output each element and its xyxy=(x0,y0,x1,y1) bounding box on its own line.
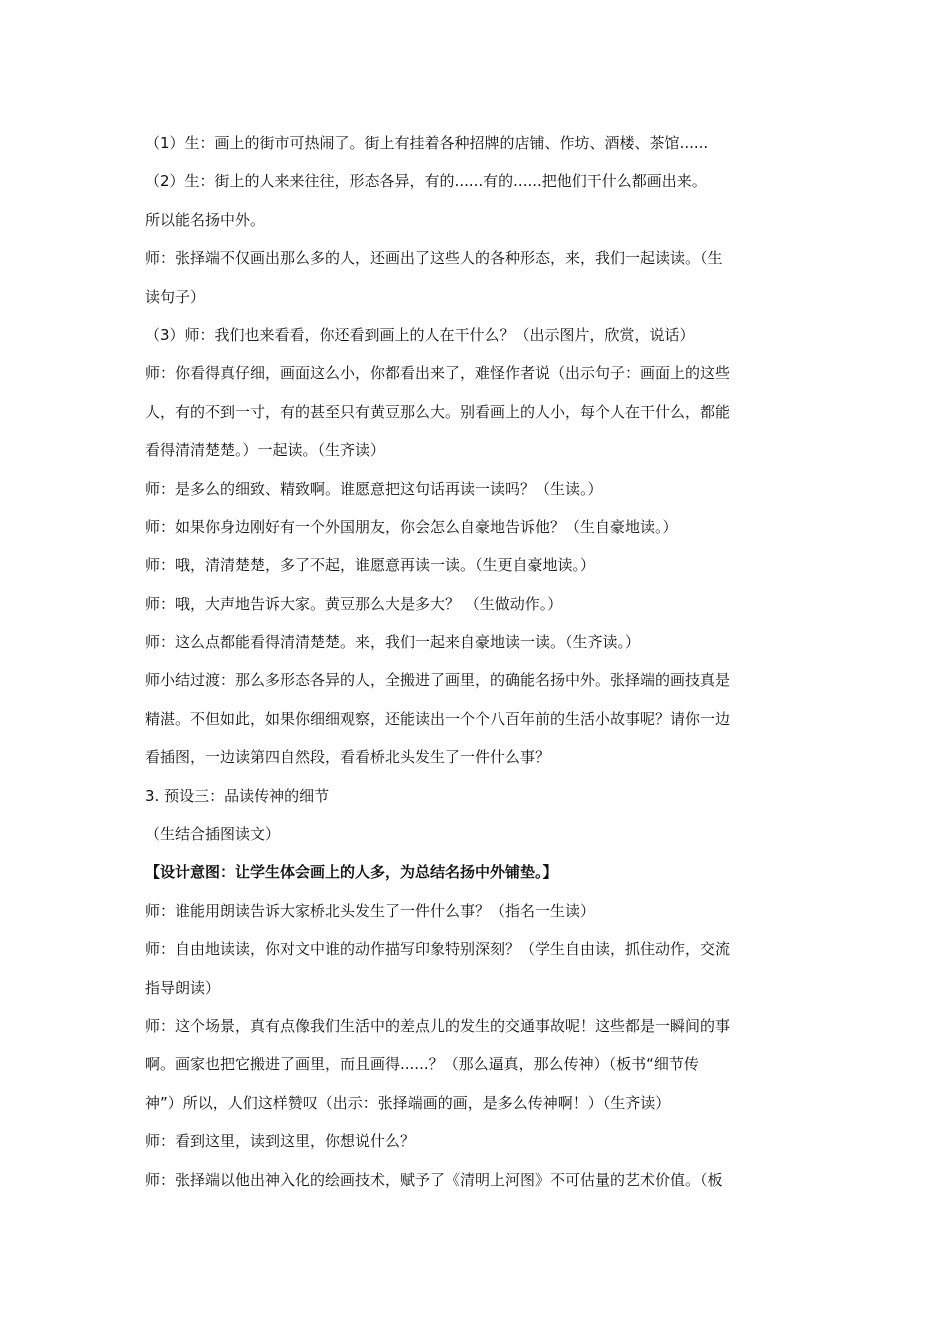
text-line: （生结合插图读文） xyxy=(145,825,281,844)
text-line: 看得清清楚楚。）一起读。（生齐读） xyxy=(145,441,386,460)
text-line: 师：谁能用朗读告诉大家桥北头发生了一件什么事？（指名一生读） xyxy=(145,901,596,920)
text-line: 师：你看得真仔细，画面这么小，你都看出来了，难怪作者说（出示句子：画面上的这些 xyxy=(145,364,731,383)
text-line: 指导朗读） xyxy=(145,978,221,997)
text-line: 师小结过渡：那么多形态各异的人，全搬进了画里，的确能名扬中外。张择端的画技真是 xyxy=(145,671,731,690)
text-line: 神”）所以，人们这样赞叹（出示：张择端画的画，是多么传神啊！）（生齐读） xyxy=(145,1093,671,1112)
text-line: 人，有的不到一寸，有的甚至只有黄豆那么大。别看画上的人小，每个人在干什么，都能 xyxy=(145,402,731,421)
text-line: 师：张择端以他出神入化的绘画技术，赋予了《清明上河图》不可估量的艺术价值。（板 xyxy=(145,1170,723,1189)
text-line: 师：这个场景，真有点像我们生活中的差点儿的发生的交通事故呢！这些都是一瞬间的事 xyxy=(145,1016,731,1035)
text-line: 精湛。不但如此，如果你细细观察，还能读出一个个八百年前的生活小故事呢？请你一边 xyxy=(145,709,731,728)
text-line: 师：如果你身边刚好有一个外国朋友，你会怎么自豪地告诉他？（生自豪地读。） xyxy=(145,517,678,536)
text-line: 师：是多么的细致、精致啊。谁愿意把这句话再读一读吗？（生读。） xyxy=(145,479,603,498)
text-line: （1）生：画上的街市可热闹了。街上有挂着各种招牌的店铺、作坊、酒楼、茶馆...... xyxy=(145,134,709,152)
text-line: 所以能名扬中外。 xyxy=(145,210,266,229)
text-line: （2）生：街上的人来来往往，形态各异，有的......有的......把他们干什么都画出来。 xyxy=(145,172,707,191)
text-line: 师：看到这里，读到这里，你想说什么？ xyxy=(145,1132,416,1151)
section-heading: 3. 预设三：品读传神的细节 xyxy=(145,786,330,805)
text-line: 师：自由地读读，你对文中谁的动作描写印象特别深刻？（学生自由读，抓住动作，交流 xyxy=(145,940,731,959)
text-line: （3）师：我们也来看看，你还看到画上的人在干什么？（出示图片，欣赏，说话） xyxy=(145,325,695,344)
text-line: 师：这么点都能看得清清楚楚。来，我们一起来自豪地读一读。（生齐读。） xyxy=(145,633,641,652)
document-body xyxy=(145,124,810,1199)
text-line: 师：哦，清清楚楚，多了不起，谁愿意再读一读。（生更自豪地读。） xyxy=(145,556,596,575)
text-line: 师：哦，大声地告诉大家。黄豆那么大是多大？ （生做动作。） xyxy=(145,594,563,613)
text-line: 读句子） xyxy=(145,287,206,306)
design-intent-note: 【设计意图：让学生体会画上的人多，为总结名扬中外铺垫。】 xyxy=(145,863,558,882)
text-line: 啊。画家也把它搬进了画里，而且画得......？（那么逼真，那么传神）（板书“细节传 xyxy=(145,1055,699,1074)
text-line: 看插图，一边读第四自然段，看看桥北头发生了一件什么事？ xyxy=(145,748,551,767)
text-line: 师：张择端不仅画出那么多的人，还画出了这些人的各种形态，来，我们一起读读。（生 xyxy=(145,249,723,268)
